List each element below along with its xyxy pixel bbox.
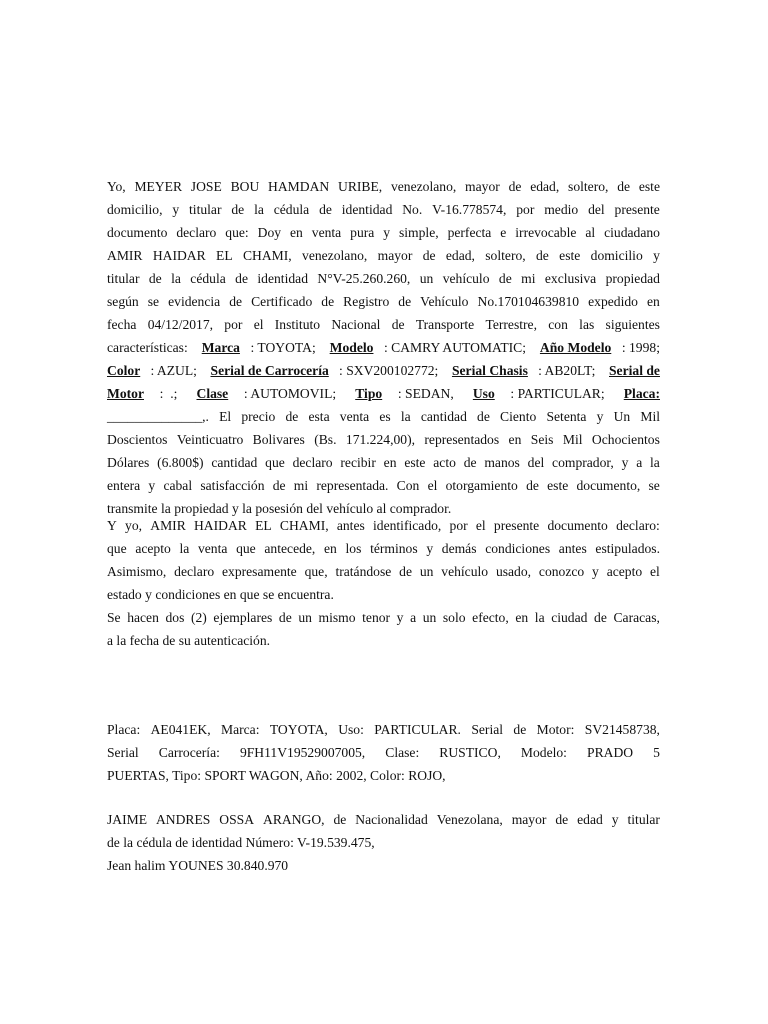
word: esta [308,409,330,424]
word: según [107,294,139,309]
word: 171.224,00), [345,432,415,447]
word: mismo [318,610,356,625]
text-line [107,741,660,764]
word: el [253,317,264,332]
field-label-color: Color [107,363,141,378]
word: un [419,564,434,579]
word: propiedad [605,271,660,286]
word: Ciento [500,409,537,424]
word: de [148,271,162,286]
text-line [107,313,660,336]
word: Placa: [107,722,141,737]
word: de [398,294,412,309]
word: No.170104639810 [477,294,580,309]
word: manos [484,455,520,470]
word: Transporte [415,317,475,332]
word: con [548,317,568,332]
field-label-serial-de: Serial de [609,363,660,378]
word: tenor [362,610,391,625]
word: edad, [530,179,560,194]
word: de [617,179,631,194]
field-value: : SEDAN, [397,386,458,401]
word: EL [216,248,233,263]
word: comprador, [552,455,614,470]
word: y [396,610,404,625]
word: las [579,317,595,332]
word: declaro: [616,518,660,533]
word: PARTICULAR. [374,722,461,737]
word: presente [493,518,540,533]
word: Dólares [107,455,150,470]
word: Yo, [107,179,126,194]
word: mi [293,478,309,493]
word: declaro [292,455,333,470]
word: Motor: [536,722,575,737]
word: edad [577,812,603,827]
word: en [324,541,337,556]
word: fecha [107,317,137,332]
word: No. [402,202,423,217]
word: venta [311,225,342,240]
word: V-16.778574, [432,202,507,217]
word: Se [107,610,121,625]
text-line [107,221,660,244]
word: cantidad [420,409,467,424]
word: 9FH11V19529007005, [239,745,366,760]
word: JAIME [107,812,148,827]
word: y [426,541,434,556]
word: ejemplares [213,610,273,625]
word: y [621,455,629,470]
word: AE041EK, [150,722,211,737]
word: yo, [125,518,143,533]
word: de [231,202,245,217]
word: antes [336,518,365,533]
word: medio [544,202,579,217]
word: Nacionalidad [355,812,428,827]
word: entera [107,478,141,493]
text-line [107,198,660,221]
word: 04/12/2017, [147,317,214,332]
text-line: PUERTAS, Tipo: SPORT WAGON, Año: 2002, Color: ROJO, [107,768,446,783]
word: cantidad [211,455,258,470]
field-label-marca: Marca [201,340,240,355]
vehicle-details-line [107,336,660,359]
word: este [404,455,426,470]
field-value: : TOYOTA; [250,340,320,355]
field-label-serial-carroceria: Serial de Carrocería [210,363,329,378]
word: venezolano, [302,248,368,263]
word: Clase: [385,745,420,760]
word: BOU [230,179,260,194]
word: y [148,478,156,493]
word: de [555,812,569,827]
field-value: : 1998; [621,340,660,355]
word: de [463,455,477,470]
word: vehículo [442,271,490,286]
word: perfecta [447,225,492,240]
word: un [419,271,434,286]
word: de [333,812,347,827]
word: la [179,541,190,556]
field-label-tipo: Tipo [355,386,383,401]
word: Con [396,478,420,493]
word: de [391,317,405,332]
word: Ochocientos [591,432,660,447]
word: Terrestre, [485,317,537,332]
word: mi [521,271,536,286]
word: y [653,248,660,263]
word: (6.800$) [157,455,204,470]
vehicle-details-line [107,359,660,382]
word: este [638,179,660,194]
word: ciudad [551,610,588,625]
word: soltero, [485,248,526,263]
word: acepto [606,564,643,579]
word: recibir [340,455,376,470]
word: de [321,294,335,309]
word: Instituto [274,317,321,332]
label: características: [107,340,192,355]
word: y [592,564,599,579]
word: cédula [273,202,310,217]
text-line: estado y condiciones en que se encuentra. [107,587,334,602]
word: que, [304,564,328,579]
word: Venezolana, [436,812,503,827]
word: mayor [511,812,547,827]
word: Mil [562,432,583,447]
word: cabal [163,478,193,493]
field-label-placa: Placa: [623,386,660,401]
word: de [235,271,249,286]
word: de [272,478,286,493]
word: Modelo: [520,745,567,760]
word: e [500,225,507,240]
word: condiciones [485,541,551,556]
word: identidad [257,271,308,286]
text-line [107,428,660,451]
word: este [559,248,581,263]
word: antes [558,541,587,556]
field-label-ano-modelo: Año Modelo [539,340,612,355]
text-line [107,718,660,741]
field-label-serial-chasis: Serial Chasis [451,363,528,378]
word: el [475,518,486,533]
text-line [107,405,660,428]
word: Setenta [546,409,587,424]
word: (Bs. [314,432,337,447]
word: un [422,610,437,625]
word: que [107,541,127,556]
word: expresamente [221,564,297,579]
vehicle-details-line [107,382,660,405]
word: a [410,610,417,625]
word: Carrocería: [158,745,220,760]
word: Doscientos [107,432,168,447]
word: venta [197,541,228,556]
word: se [648,478,660,493]
word: Seis [530,432,554,447]
word: titular [107,271,140,286]
word: Registro [343,294,390,309]
word: mayor [465,179,500,194]
word: que: [225,225,249,240]
word: Caracas, [613,610,660,625]
word: de [278,610,292,625]
field-label-modelo: Modelo [329,340,374,355]
word: estipulados. [595,541,660,556]
text-line [107,537,660,560]
word: en [647,294,660,309]
word: AMIR [150,518,186,533]
field-value: : PARTICULAR; [510,386,609,401]
word: que [236,541,256,556]
text-line [107,290,660,313]
word: Mil [640,409,660,424]
text-line [107,560,660,583]
word: de [399,564,412,579]
word: Nacional [331,317,381,332]
word: RUSTICO, [439,745,501,760]
text-line [107,514,660,537]
word: la [650,455,660,470]
word: efecto, [472,610,509,625]
word: titular [627,812,660,827]
word: Serial [107,745,139,760]
word: de [536,248,549,263]
word: SV21458738, [584,722,660,737]
word: URIBE, [338,179,383,194]
word: usado, [495,564,532,579]
word: de [526,478,539,493]
word: mayor [377,248,413,263]
word: por [449,518,468,533]
word: otorgamiento [445,478,518,493]
word: del [527,455,545,470]
word: HAIDAR [152,248,206,263]
word: declaro [174,564,215,579]
field-value: : AUTOMOVIL; [243,386,340,401]
word: antecede, [264,541,316,556]
word: solo [442,610,466,625]
word: cédula [190,271,226,286]
word: declaro [176,225,217,240]
word: tratándose [335,564,392,579]
word: HAMDAN [268,179,330,194]
text-line [107,606,660,629]
word: 5 [653,745,660,760]
word: en [508,432,522,447]
field-label-clase: Clase [196,386,229,401]
word: domicilio [590,248,643,263]
word: del [588,202,605,217]
word: siguientes [605,317,660,332]
word: demás [441,541,477,556]
text-line [107,267,660,290]
word: CHAMI, [279,518,329,533]
word: la [534,610,545,625]
word: de [513,722,527,737]
field-value: : .; [159,386,181,401]
word: irrevocable [515,225,577,240]
text-line: Jean halim YOUNES 30.840.970 [107,858,289,873]
word: Y [107,518,117,533]
word: vehículo [441,564,489,579]
word: representados [424,432,500,447]
word: AMIR [107,248,143,263]
word: y [596,409,604,424]
word: Serial [471,722,504,737]
word: a [636,455,643,470]
text-line: transmite la propiedad y la posesión del vehículo al comprador. [107,501,452,516]
text-line [107,474,660,497]
word: de [422,248,436,263]
word: exclusiva [544,271,597,286]
field-label-motor: Motor [107,386,144,401]
word: términos [370,541,418,556]
word: evidencia [168,294,221,309]
word: ciudadano [604,225,660,240]
word: documento, [576,478,641,493]
word: OSSA [219,812,255,827]
word: Bolivares [252,432,305,447]
word: en [383,455,397,470]
word: Vehículo [420,294,469,309]
word: en [289,225,303,240]
word: Certificado [251,294,313,309]
text-line [107,244,660,267]
text-line [107,451,660,474]
word: acto [433,455,456,470]
word: MEYER [134,179,183,194]
word: JOSE [190,179,222,194]
word: por [224,317,243,332]
word: Asimismo, [107,564,167,579]
word: de [477,409,490,424]
word: venezolano, [390,179,457,194]
word: el [650,564,660,579]
word: de [229,294,243,309]
word: en [515,610,529,625]
text-line: a la fecha de su autenticación. [107,633,271,648]
word: y [611,812,619,827]
word: este [547,478,569,493]
word: identificado, [373,518,442,533]
word: dos [165,610,185,625]
field-label-uso: Uso [472,386,495,401]
word: PRADO [587,745,634,760]
word: de [508,179,522,194]
word: presente [614,202,660,217]
word: ARANGO, [263,812,325,827]
word: Uso: [338,722,364,737]
word: representada. [316,478,389,493]
text-line [107,808,660,831]
word: TOYOTA, [269,722,328,737]
word: venta [339,409,370,424]
field-value: : CAMRY AUTOMATIC; [383,340,530,355]
word: Marca: [221,722,260,737]
word: edad, [445,248,475,263]
word: la [254,202,264,217]
word: de [498,271,512,286]
word: acepto [135,541,171,556]
word: Veinticuatro [176,432,244,447]
word: pura [350,225,375,240]
word: documento [547,518,608,533]
word: precio [241,409,276,424]
word: se [147,294,160,309]
word: (2) [190,610,207,625]
word: la [171,271,181,286]
word: por [516,202,535,217]
word: simple, [398,225,439,240]
field-value: : AZUL; [150,363,201,378]
word: Un [613,409,631,424]
word: ANDRES [155,812,211,827]
text-line: de la cédula de identidad Número: V-19.539.475, [107,835,375,850]
word: expedido [588,294,638,309]
word: EL [255,518,272,533]
word: y [383,225,391,240]
word: documento [107,225,168,240]
word: El [219,409,232,424]
word: hacen [127,610,159,625]
field-value: : AB20LT; [538,363,599,378]
word: domicilio, [107,202,163,217]
word: al [585,225,596,240]
word: CHAMI, [242,248,292,263]
word: de [594,610,607,625]
word: satisfacción [200,478,265,493]
word: los [345,541,362,556]
word: N°V-25.260.260, [317,271,411,286]
word: de [319,202,332,217]
word: el [427,478,438,493]
word: que [265,455,285,470]
word: un [298,610,312,625]
word: Doy [257,225,282,240]
word: la [400,409,411,424]
word: identidad [341,202,393,217]
word: ______________,. [107,409,209,424]
text-line [107,175,660,198]
word: de [285,409,299,424]
word: HAIDAR [193,518,247,533]
word: conozco [538,564,585,579]
field-value: : SXV200102772; [339,363,442,378]
word: titular [189,202,222,217]
word: soltero, [568,179,609,194]
word: es [379,409,391,424]
word: y [172,202,180,217]
